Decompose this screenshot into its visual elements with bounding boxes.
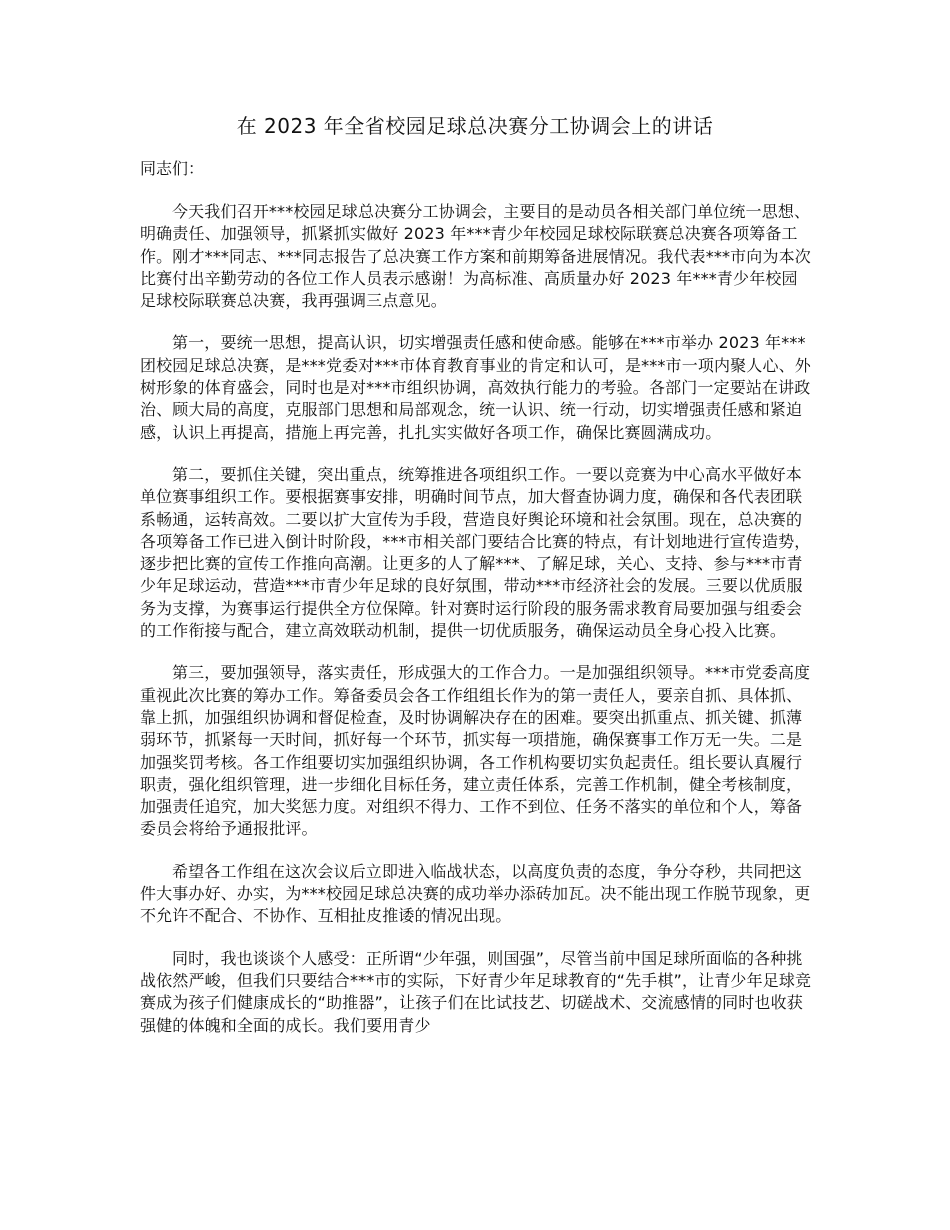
paragraph-personal-remarks: 同时，我也谈谈个人感受：正所谓“少年强，则国强”，尽管当前中国足球所面临的各种挑战依然严峻，但我们只要结合***市的实际，下好青少年足球教育的“先手棋”，让青少年足球竞赛成为孩子们健康成长的“助推器”，让孩子们在比试技艺、切磋战术、交流感情的同时也收获强健的体魄和全面的成长。我们要用青少: [140, 948, 812, 1035]
paragraph-hope: 希望各工作组在这次会议后立即进入临战状态，以高度负责的态度，争分夺秒，共同把这件大事办好、办实，为***校园足球总决赛的成功举办添砖加瓦。决不能出现工作脱节现象，更不允许不配合、不协作、互相扯皮推诿的情况出现。: [140, 861, 811, 926]
document-body: [140, 201, 812, 1057]
page-title: 在 2023 年全省校园足球总决赛分工协调会上的讲话: [236, 114, 714, 138]
paragraph-point-one: 第一，要统一思想，提高认识，切实增强责任感和使命感。能够在***市举办 2023 年***团校园足球总决赛，是***党委对***市体育教育事业的肯定和认可，是***市一项内聚人心、外树形象的体育盛会，同时也是对***市组织协调，高效执行能力的考验。各部门一定要站在讲政治、顾大局的高度，克服部门思想和局部观念，统一认识、统一行动，切实增强责任感和紧迫感，认识上再提高，措施上再完善，扎扎实实做好各项工作，确保比赛圆满成功。: [140, 333, 811, 442]
salutation: 同志们：: [140, 159, 205, 178]
paragraph-intro: 今天我们召开***校园足球总决赛分工协调会，主要目的是动员各相关部门单位统一思想、明确责任、加强领导，抓紧抓实做好 2023 年***青少年校园足球校际联赛总决赛各项筹备工作。刚才***同志、***同志报告了总决赛工作方案和前期筹备进展情况。我代表***市向为本次比赛付出辛勤劳动的各位工作人员表示感谢！为高标准、高质量办好 2023 年***青少年校园足球校际联赛总决赛，我再强调三点意见。: [140, 202, 811, 311]
paragraph-point-three: 第三，要加强领导，落实责任，形成强大的工作合力。一是加强组织领导。***市党委高度重视此次比赛的筹办工作。筹备委员会各工作组组长作为的第一责任人，要亲自抓、具体抓、靠上抓，加强组织协调和督促检查，及时协调解决存在的困难。要突出抓重点、抓关键、抓薄弱环节，抓紧每一天时间，抓好每一个环节，抓实每一项措施，确保赛事工作万无一失。二是加强奖罚考核。各工作组要切实加强组织协调，各工作机构要切实负起责任。组长要认真履行职责，强化组织管理，进一步细化目标任务，建立责任体系，完善工作机制，健全考核制度，加强责任追究，加大奖惩力度。对组织不得力、工作不到位、任务不落实的单位和个人，筹备委员会将给予通报批评。: [140, 663, 811, 839]
paragraph-point-two: 第二，要抓住关键，突出重点，统筹推进各项组织工作。一要以竞赛为中心高水平做好本单位赛事组织工作。要根据赛事安排，明确时间节点，加大督查协调力度，确保和各代表团联系畅通，运转高效。二要以扩大宣传为手段，营造良好舆论环境和社会氛围。现在，总决赛的各项筹备工作已进入倒计时阶段，***市相关部门要结合比赛的特点，有计划地进行宣传造势，逐步把比赛的宣传工作推向高潮。让更多的人了解***、了解足球，关心、支持、参与***市青少年足球运动，营造***市青少年足球的良好氛围，带动***市经济社会的发展。三要以优质服务为支撑，为赛事运行提供全方位保障。针对赛时运行阶段的服务需求教育局要加强与组委会的工作衔接与配合，建立高效联动机制，提供一切优质服务，确保运动员全身心投入比赛。: [140, 464, 811, 641]
